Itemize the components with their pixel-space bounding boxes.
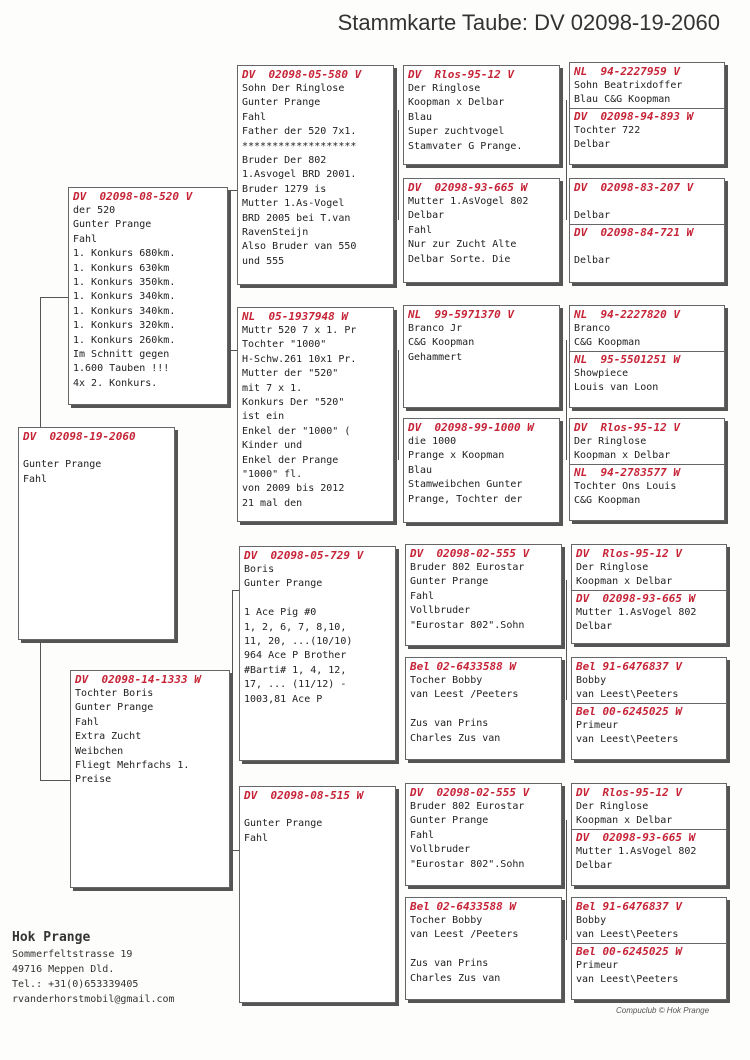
pigeon-entry [73,189,223,391]
pigeon-note-line: Fahl [408,224,433,236]
pigeon-note-line: Koopman x Delbar [576,815,673,827]
pigeon-entry [572,590,726,635]
pigeon-card-root [18,427,175,640]
pigeon-note-line: Der Ringlose [574,436,647,447]
pigeon-note-line: Bobby [576,675,607,686]
pigeon-note-line: Zus van Prins [410,958,489,970]
pigeon-note-line: Enkel der "1000" ( [242,425,351,437]
ring-number: DV 02098-08-515 W [244,789,364,802]
page-title: Stammkarte Taube: DV 02098-19-2060 [337,10,720,35]
pigeon-note-line: 1.600 Tauben !!! [73,363,170,375]
pigeon-note-line: Fahl [73,233,98,245]
pigeon-pair-card-mfmm [571,657,727,760]
ring-number: DV Rlos-95-12 V [576,547,682,560]
pigeon-note-line: Vollbruder [410,844,471,856]
connector-line [230,350,237,351]
pigeon-note-line: die 1000 [408,436,457,447]
pigeon-note-line: van Leest\Peeters [576,734,679,746]
pigeon-entry [244,788,391,846]
connector-line [398,350,399,460]
ring-number: NL 94-2227820 V [574,308,680,321]
pigeon-note-line: Bruder 802 Eurostar [410,801,525,812]
pigeon-note-line: Kinder und [242,440,303,452]
ring-number: DV 02098-93-665 W [576,830,696,844]
ring-number: DV 02098-05-729 V [244,549,364,562]
pigeon-card-mother-mother [239,786,396,1003]
pigeon-entry [410,785,557,872]
connector-line [232,590,239,591]
pigeon-note-line: 11, 20, ...(10/10) [244,636,353,648]
pigeon-note-line: Nur zur Zucht Alte [408,239,517,251]
pigeon-note-line: Gunter Prange [242,97,321,109]
pigeon-note-line: Stamvater G Prange. [408,140,523,152]
pigeon-note-line: und 555 [242,255,285,267]
pigeon-note-line: Fliegt Mehrfachs 1. [75,760,190,772]
email-address: rvanderhorstmobil@gmail.com [12,994,175,1005]
pigeon-note-line: Charles Zus van [410,972,501,984]
pigeon-entry [570,351,724,396]
pigeon-note-line [244,592,391,606]
pigeon-card-father-father [237,65,394,285]
pigeon-note-line: C&G Koopman [574,495,641,507]
pigeon-note-line: Gunter Prange [75,702,154,714]
connector-line [566,820,567,940]
pigeon-note-line: Mutter 1.AsVogel 802 [408,196,529,207]
pigeon-pair-card-mfff [571,544,727,644]
pigeon-note-line [244,803,391,817]
pigeon-note-line: Father der 520 7x1. [242,126,357,138]
ring-number: Bel 02-6433588 W [410,900,516,913]
connector-line [566,580,567,700]
ring-number: DV 02098-02-555 V [410,786,530,799]
connector-line [230,190,237,191]
pigeon-note-line: Stamweibchen Gunter [408,479,523,491]
pigeon-entry [410,546,557,633]
pigeon-entry [574,64,720,108]
ring-number: Bel 91-6476837 V [576,660,682,673]
pigeon-note-line: Preise [75,774,112,786]
pigeon-entry [408,307,555,365]
pigeon-note-line: Mutter der "520" [242,368,339,380]
pigeon-note-line: Mutter 1.AsVogel 802 [576,845,697,857]
pigeon-note-line: Blau C&G Koopman [574,94,671,106]
pigeon-pair-card-ffff [569,62,725,165]
pigeon-entry [242,67,389,269]
pigeon-entry [408,180,555,267]
pigeon-note-line: Branco Jr [408,323,463,334]
pigeon-card-mff [405,544,562,646]
pigeon-note-line: Delbar [574,139,611,151]
pigeon-entry [572,943,726,988]
pigeon-note-line: Konkurs Der "520" [242,397,345,409]
pigeon-entry [75,672,225,788]
pigeon-note-line: Mutter 1.AsVogel 802 [576,606,697,618]
pigeon-note-line: Vollbruder [410,605,471,617]
pigeon-pair-card-fmff [569,305,725,408]
ring-number: NL 94-2227959 V [574,65,680,78]
pigeon-entry [570,108,724,153]
pigeon-note-line: 1. Konkurs 340km. [73,305,176,317]
pigeon-note-line: Tochter 722 [574,124,641,136]
phone-number: Tel.: +31(0)653339405 [12,979,139,990]
pigeon-note-line [574,240,720,254]
pigeon-note-line: mit 7 x 1. [242,382,303,394]
pigeon-note-line: C&G Koopman [574,337,641,349]
pigeon-note-line: 964 Ace P Brother [244,650,347,662]
ring-number: NL 94-2783577 W [574,465,680,479]
connector-line [40,297,68,298]
pigeon-note-line: Mutter 1.As-Vogel [242,198,345,210]
pigeon-note-line: 1003,81 Ace P [244,693,323,705]
pigeon-note-line: 1. Konkurs 630km [73,262,170,274]
ring-number: DV 02098-19-2060 [23,430,136,443]
pigeon-entry [574,180,720,224]
connector-line [566,340,567,460]
pigeon-note-line: Primeur [576,959,619,971]
pigeon-entry [576,785,722,829]
pigeon-note-line: Delbar [408,210,445,222]
pigeon-pair-card-mmmm [571,897,727,1000]
pigeon-note-line [410,703,557,717]
ring-number: DV 02098-93-665 W [576,591,696,605]
pigeon-note-line: 1.Asvogel BRD 2001. [242,169,357,181]
connector-line [40,780,70,781]
software-credit: Compuclub © Hok Prange [616,1006,710,1015]
pigeon-note-line: Fahl [242,111,267,123]
pigeon-note-line: Enkel der Prange [242,454,339,466]
pigeon-entry [574,420,720,464]
ring-number: Bel 91-6476837 V [576,900,682,913]
ring-number: DV 02098-05-580 V [242,68,362,81]
pigeon-note-line: Gunter Prange [410,576,489,588]
pigeon-entry [410,659,557,746]
ring-number: DV 02098-14-1333 W [75,673,201,686]
pigeon-card-father-mother [237,307,394,522]
pigeon-card-mfm [405,657,562,760]
pigeon-entry [410,899,557,986]
connector-line [398,110,399,220]
pigeon-note-line: Branco [574,323,611,334]
pigeon-note-line: 1, 2, 6, 7, 8,10, [244,621,347,633]
pigeon-pair-card-ffmm [569,178,725,283]
pigeon-note-line: Bruder Der 802 [242,155,327,167]
pigeon-note-line: Im Schnitt gegen [73,349,170,361]
ring-number: Bel 00-6245025 W [576,944,682,958]
pigeon-note-line: 1 Ace Pig #0 [244,607,317,619]
pigeon-note-line: 1. Konkurs 340km. [73,291,176,303]
ring-number: DV Rlos-95-12 V [408,68,514,81]
pigeon-note-line: Koopman x Delbar [408,97,505,109]
pigeon-note-line: Der Ringlose [408,83,481,94]
pigeon-note-line: Tochter Ons Louis [574,480,677,492]
ring-number: DV 02098-99-1000 W [408,421,534,434]
pigeon-note-line: Blau [408,111,433,123]
pigeon-entry [408,420,555,507]
pigeon-note-line: ist ein [242,411,285,423]
pigeon-note-line: Showpiece [574,367,629,379]
pigeon-card-mmm [405,897,562,1000]
pigeon-note-line: "Eurostar 802".Sohn [410,858,525,870]
pigeon-note-line: Koopman x Delbar [574,450,671,462]
pigeon-note-line: Zus van Prins [410,718,489,730]
pigeon-note-line: 21 mal den [242,497,303,509]
ring-number: DV 02098-08-520 V [73,190,193,203]
pigeon-note-line: Delbar [576,860,613,872]
pigeon-note-line: Prange, Tochter der [408,493,523,505]
pigeon-note-line: Extra Zucht [75,731,142,743]
pigeon-note-line [574,195,720,209]
ring-number: DV 02098-84-721 W [574,225,694,239]
pigeon-note-line: Boris [244,564,275,575]
pigeon-note-line: von 2009 bis 2012 [242,483,345,495]
connector-line [230,190,231,350]
pigeon-note-line: Der Ringlose [576,801,649,812]
pigeon-entry [570,464,724,509]
connector-line [398,600,399,710]
ring-number: Bel 02-6433588 W [410,660,516,673]
pigeon-note-line: 1. Konkurs 260km. [73,334,176,346]
pigeon-card-ffm [403,178,560,283]
pigeon-note-line: Fahl [410,590,435,602]
ring-number: DV 02098-93-665 W [408,181,528,194]
pigeon-note-line: der 520 [73,205,116,216]
pigeon-card-fmf [403,305,560,408]
pigeon-note-line: Bobby [576,915,607,926]
pigeon-card-fmm [403,418,560,523]
pigeon-note-line: Weibchen [75,745,124,757]
connector-line [40,297,41,429]
pigeon-note-line: 4x 2. Konkurs. [73,377,158,389]
pigeon-note-line: Gunter Prange [410,815,489,827]
ring-number: DV 02098-94-893 W [574,109,694,123]
pigeon-note-line: ******************* [242,140,357,152]
address-city: 49716 Meppen Dld. [12,964,115,975]
pigeon-note-line: Tochter "1000" [242,339,327,351]
pigeon-note-line: Tocher Bobby [410,675,483,686]
pigeon-note-line: Fahl [75,716,100,728]
pigeon-note-line: Gunter Prange [73,219,152,231]
pigeon-note-line: Tochter Boris [75,688,154,699]
pigeon-card-mother-father [239,546,396,761]
connector-line [232,850,239,851]
pigeon-note-line: Blau [408,464,433,476]
ring-number: DV Rlos-95-12 V [574,421,680,434]
pigeon-note-line: H-Schw.261 10x1 Pr. [242,353,357,365]
ring-number: DV 02098-02-555 V [410,547,530,560]
pigeon-note-line: Fahl [244,832,269,844]
pigeon-note-line: C&G Koopman [408,337,475,349]
pigeon-note-line: Sohn Der Ringlose [242,83,345,94]
connector-line [40,640,41,780]
pigeon-entry [576,899,722,943]
pigeon-note-line: Der Ringlose [576,562,649,573]
pigeon-entry [570,224,724,269]
pigeon-card-mother [70,670,230,888]
ring-number: DV Rlos-95-12 V [576,786,682,799]
pigeon-note-line: Tocher Bobby [410,915,483,926]
pigeon-entry [572,829,726,874]
pigeon-note-line: Louis van Loon [574,382,659,394]
ring-number: NL 99-5971370 V [408,308,514,321]
pigeon-entry [576,546,722,590]
pigeon-note-line: Gunter Prange [244,578,323,590]
pigeon-note-line: Bruder 1279 is [242,183,327,195]
pigeon-note-line: Gunter Prange [23,459,102,471]
pigeon-note-line: Also Bruder van 550 [242,241,357,253]
pigeon-card-mmf [405,783,562,886]
pigeon-note-line: "Eurostar 802".Sohn [410,619,525,631]
address-street: Sommerfeltstrasse 19 [12,949,133,960]
pigeon-entry [242,309,389,511]
pigeon-note-line: van Leest\Peeters [576,929,679,941]
connector-line [232,590,233,850]
connector-line [566,100,567,220]
connector-line [398,840,399,950]
pigeon-card-fff [403,65,560,165]
pigeon-note-line: Delbar [574,210,611,222]
pigeon-note-line: Charles Zus van [410,732,501,744]
pigeon-note-line: Fahl [410,829,435,841]
ring-number: NL 05-1937948 W [242,310,348,323]
pigeon-note-line: Gunter Prange [244,818,323,830]
pigeon-entry [572,703,726,748]
pigeon-note-line: Delbar Sorte. Die [408,253,511,265]
pigeon-note-line: Bruder 802 Eurostar [410,562,525,573]
pigeon-note-line: "1000" fl. [242,469,303,481]
pigeon-note-line: 1. Konkurs 350km. [73,277,176,289]
pigeon-note-line: van Leest\Peeters [576,689,679,701]
pigeon-note-line: Koopman x Delbar [576,576,673,588]
pigeon-note-line [23,444,170,458]
pigeon-note-line: Super zuchtvogel [408,126,505,138]
ring-number: DV 02098-83-207 V [574,181,694,194]
pigeon-note-line: Muttr 520 7 x 1. Pr [242,325,357,336]
pigeon-note-line: Prange x Koopman [408,450,505,462]
pigeon-entry [408,67,555,154]
pigeon-entry [576,659,722,703]
pigeon-note-line: Delbar [574,255,611,267]
pigeon-note-line: van Leest /Peeters [410,929,519,941]
pigeon-entry [23,429,170,487]
pigeon-note-line: BRD 2005 bei T.van [242,212,351,224]
pigeon-note-line: van Leest\Peeters [576,974,679,986]
ring-number: NL 95-5501251 W [574,352,680,366]
pigeon-note-line: Primeur [576,719,619,731]
pigeon-note-line: 17, ... (11/12) - [244,679,347,691]
pigeon-note-line: Sohn Beatrixdoffer [574,80,683,91]
pigeon-note-line: Delbar [576,621,613,633]
loft-address-block [12,930,175,1007]
pigeon-pair-card-fmmm [569,418,725,521]
pigeon-entry [574,307,720,351]
pigeon-card-father [68,187,228,405]
pigeon-note-line: 1. Konkurs 680km. [73,248,176,260]
pigeon-note-line: Gehammert [408,351,463,363]
pigeon-note-line: #Barti# 1, 4, 12, [244,664,347,676]
pigeon-pair-card-mmff [571,783,727,886]
pigeon-note-line: van Leest /Peeters [410,689,519,701]
pigeon-entry [244,548,391,707]
pigeon-note-line: RavenSteijn [242,227,309,239]
pigeon-note-line: 1. Konkurs 320km. [73,320,176,332]
loft-name: Hok Prange [12,930,91,945]
pigeon-note-line [410,943,557,957]
pigeon-note-line: Fahl [23,473,48,485]
ring-number: Bel 00-6245025 W [576,704,682,718]
